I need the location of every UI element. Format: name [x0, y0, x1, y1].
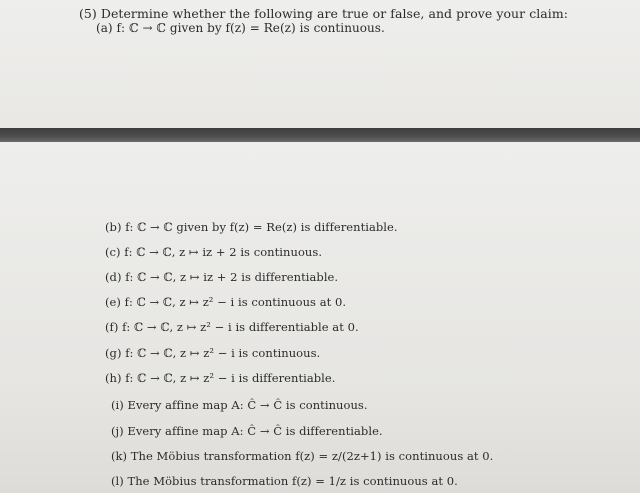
problem-item-g: (g) f: ℂ → ℂ, z ↦ z² − i is continuous.	[105, 346, 321, 360]
paper-page-top	[0, 0, 640, 128]
problem-item-b: (b) f: ℂ → ℂ given by f(z) = Re(z) is differentiable.	[105, 220, 398, 234]
page-separator	[0, 128, 640, 142]
problem-item-e: (e) f: ℂ → ℂ, z ↦ z² − i is continuous at 0.	[105, 295, 347, 309]
problem-item-i: (i) Every affine map A: Ĉ → Ĉ is continuous.	[111, 398, 368, 412]
problem-item-d: (d) f: ℂ → ℂ, z ↦ iz + 2 is differentiable.	[105, 270, 339, 284]
problem-heading: (5) Determine whether the following are true or false, and prove your claim:	[79, 6, 569, 21]
paper-page-bottom	[0, 142, 640, 493]
problem-item-j: (j) Every affine map A: Ĉ → Ĉ is differentiable.	[111, 424, 383, 438]
problem-item-k: (k) The Möbius transformation f(z) = z/(2z+1) is continuous at 0.	[111, 449, 494, 463]
problem-item-f: (f) f: ℂ → ℂ, z ↦ z² − i is differentiable at 0.	[105, 320, 359, 334]
problem-item-l: (l) The Möbius transformation f(z) = 1/z is continuous at 0.	[111, 474, 458, 488]
problem-item-a: (a) f: ℂ → ℂ given by f(z) = Re(z) is continuous.	[96, 21, 385, 35]
problem-item-c: (c) f: ℂ → ℂ, z ↦ iz + 2 is continuous.	[105, 245, 323, 259]
problem-item-h: (h) f: ℂ → ℂ, z ↦ z² − i is differentiable.	[105, 371, 336, 385]
